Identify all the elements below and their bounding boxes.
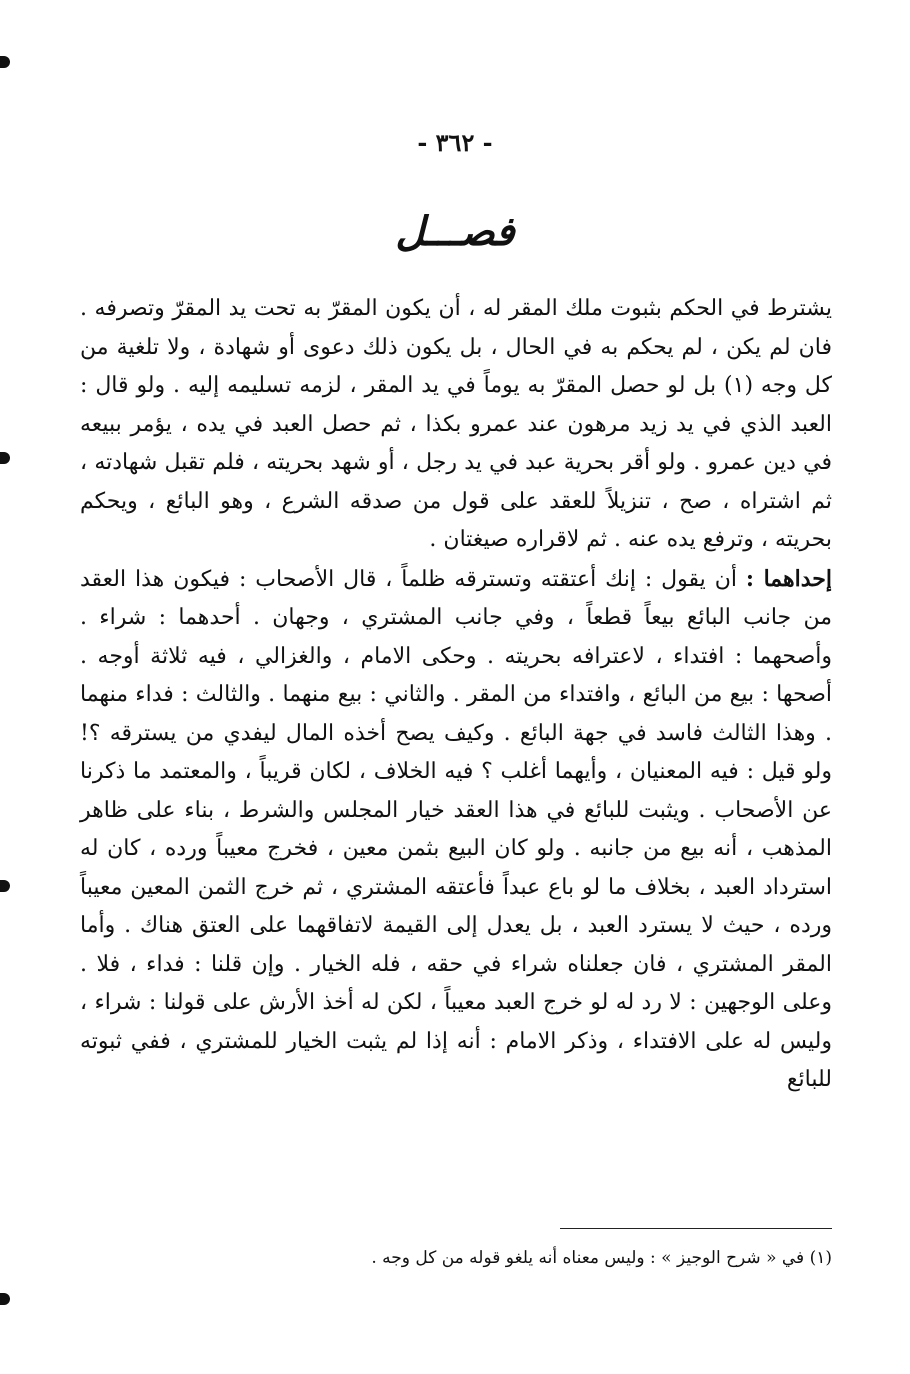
scan-edge-mark <box>0 56 10 68</box>
scan-edge-mark <box>0 452 10 464</box>
scan-edge-mark <box>0 1293 10 1305</box>
paragraph: يشترط في الحكم بثبوت ملك المقر له ، أن يكون المقرّ به تحت يد المقرّ وتصرفه . فان لم يكن ، لم يحكم به في الحال ، بل يكون ذلك دعوى أو شهادة ، ولا تلغية من كل وجه (١) بل لو حصل المقرّ به يوماً في يد المقر ، لزمه تسليمه إليه . ولو قال : العبد الذي في يد زيد مرهون عند عمرو بكذا ، ثم حصل العبد في يده ، يؤمر ببيعه في دين عمرو . ولو أقر بحرية عبد في يد رجل ، أو شهد بحريته ، فلم تقبل شهادته ، ثم اشتراه ، صح ، تنزيلاً للعقد على قول من صدقه الشرع ، وهو البائع ، ويحكم بحريته ، وترفع يده عنه . ثم لاقراره صيغتان . <box>80 296 833 552</box>
footnote: (١) في « شرح الوجيز » : وليس معناه أنه يلغو قوله من كل وجه . <box>371 1248 832 1268</box>
scan-edge-mark <box>0 880 10 892</box>
paragraph-lead: إحداهما : <box>745 565 832 592</box>
paragraph <box>80 560 832 1100</box>
page-number: - ٣٦٢ - <box>417 128 493 157</box>
section-heading: فصـــل <box>395 208 515 255</box>
footnote-divider <box>560 1228 832 1229</box>
main-text <box>80 290 832 1100</box>
paragraph-text: أن يقول : إنك أعتقته وتسترقه ظلماً ، قال الأصحاب : فيكون هذا العقد من جانب البائع بيعاً قطعاً ، وفي جانب المشتري ، وجهان . أحدهما : شراء . وأصحهما : افتداء ، لاعترافه بحريته . وحكى الامام ، والغزالي ، فيه ثلاثة أوجه . أصحها : بيع من البائع ، وافتداء من المقر . والثاني : بيع منهما . والثالث : فداء منهما . وهذا الثالث فاسد في جهة البائع . وكيف يصح أخذه المال ليفدي من يسترقه ؟! ولو قيل : فيه المعنيان ، وأيهما أغلب ؟ فيه الخلاف ، لكان قريباً ، والمعتمد ما ذكرنا عن الأصحاب . ويثبت للبائع في هذا العقد خيار المجلس والشرط ، بناء على ظاهر المذهب ، أنه بيع من جانبه . ولو كان البيع بثمن معين ، فخرج معيباً ورده ، كان له استرداد العبد ، بخلاف ما لو باع عبداً فأعتقه المشتري ، ثم خرج الثمن المعين معيباً ورده ، حيث لا يسترد العبد ، بل يعدل إلى القيمة لاتفاقهما على العتق هناك . وأما المقر المشتري ، فان جعلناه شراء في حقه ، فله الخيار . وإن قلنا : فداء ، فلا . وعلى الوجهين : لا رد له لو خرج العبد معيباً ، لكن له أخذ الأرش على قولنا : شراء ، وليس له على الافتداء ، وذكر الامام : أنه إذا لم يثبت الخيار للمشتري ، ففي ثبوته للبائع <box>80 566 832 1092</box>
